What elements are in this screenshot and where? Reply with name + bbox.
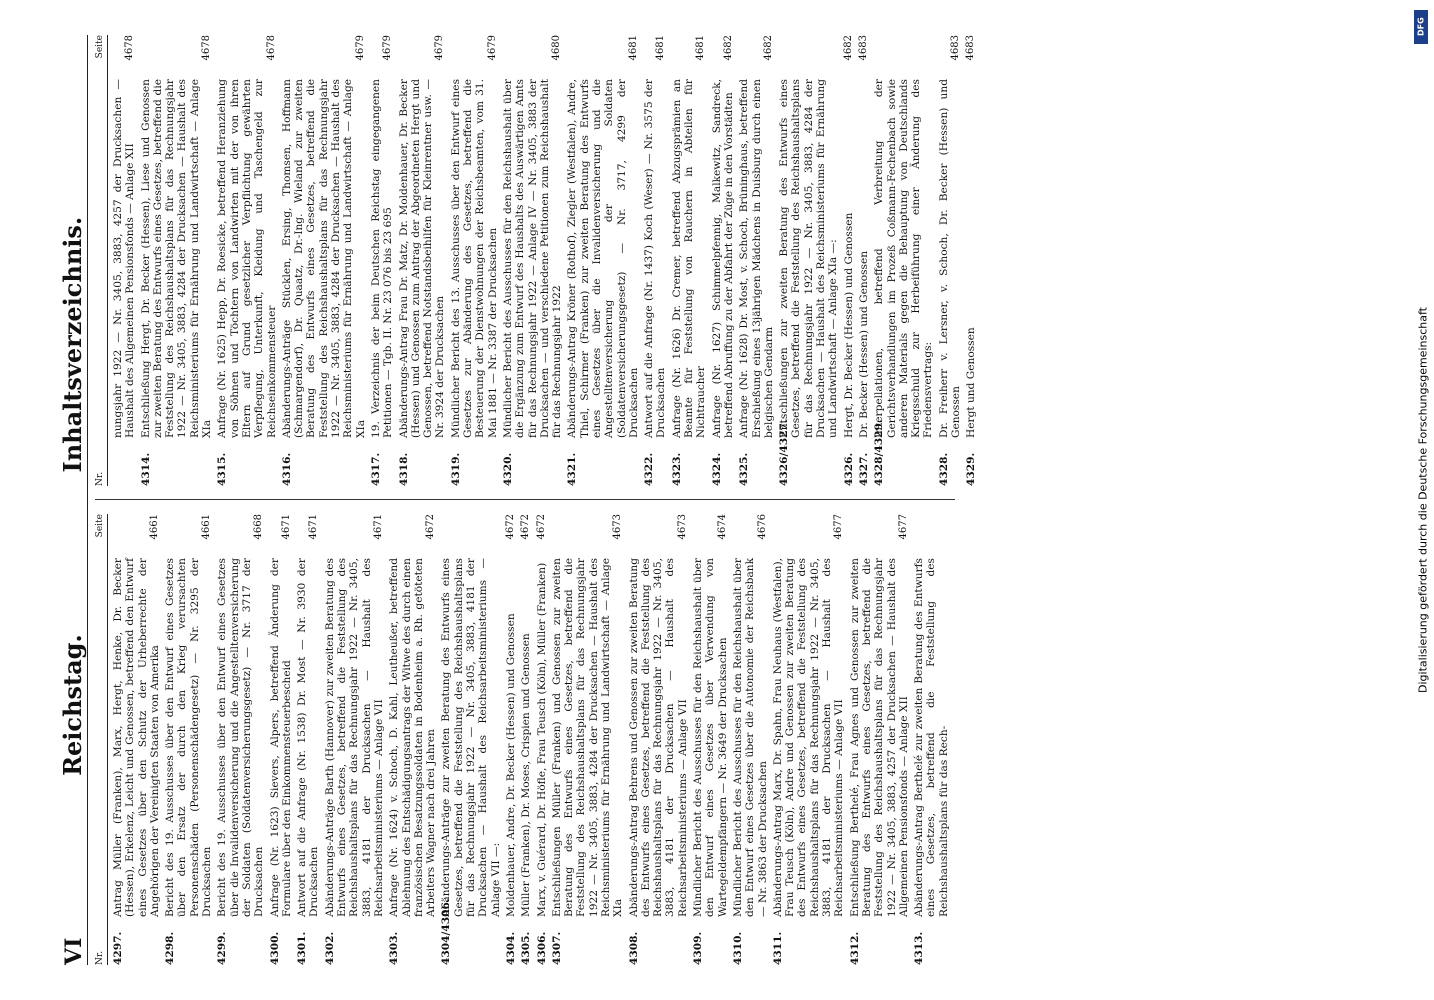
entry-page: 4683 [965, 35, 977, 61]
entry-page: 4661 [201, 514, 213, 540]
entry-number: 4329. [965, 452, 978, 486]
entry-text: Anfrage (Nr. 1627) Schimmelpfennig, Malkewitz, Sandreck, betreffend Abruffung zu der Abfahrt der Züge in den Vorstädten [710, 79, 735, 438]
entry-page: 4671 [372, 514, 384, 540]
entry-text: Anfrage (Nr. 1626) Dr. Cremer, betreffend Abzugsprämien an Beamte für Feststellung von Rauchern in Abteilen für Nichtraucher [670, 79, 708, 438]
index-entry [843, 35, 855, 486]
index-entry [269, 514, 294, 965]
entry-number: 4323. [670, 452, 683, 486]
index-entry [164, 514, 213, 965]
entry-page: 4661 [148, 514, 160, 540]
entry-text: Abänderungs-Antrag Marx, Dr. Spahn, Frau Neuhaus (Westfalen), Frau Teusch (Köln), Andre und Genossen zur zweiten Beratung des Entwurfs eines Gesetzes, betreffend die Feststellung des Reichshaushaltsplans für das Rechnungsjahr 1922 — Nr. 3405, 3883, 4181 der Drucksachen — Haushalt des Reichsarbeitsministeriums — Anlage VII [771, 558, 846, 917]
entry-page: 4681 [627, 35, 639, 61]
right-running-title: Inhaltsverzeichnis. [58, 216, 87, 473]
entry-text: Bericht des 19. Ausschusses über den Entwurf eines Gesetzes über den Ersatz der durch den Krieg verursachten Personenschäden (Personenschädengesetz) — Nr. 3295 der Drucksachen [164, 558, 214, 917]
entry-text: Abänderungs-Anträge Barth (Hannover) zur zweiten Beratung des Entwurfs eines Gesetzes, betreffend die Feststellung des Reichshaushaltsplans für das Rechnungsjahr 1922 — Nr. 3405, 3883, 4181 der Drucksachen — Haushalt des Reichsarbeitsministeriums — Anlage VII [323, 558, 385, 917]
entry-text: Antwort auf die Anfrage (Nr. 1538) Dr. Most — Nr. 3930 der Drucksachen [296, 558, 321, 917]
index-entry [628, 514, 689, 965]
entry-number: 4318. [397, 452, 410, 486]
index-entry [216, 514, 265, 965]
entry-page: 4679 [382, 35, 394, 61]
entry-page: 4679 [486, 35, 498, 61]
entry-text: Dr. Freiherr v. Lersner, v. Schoch, Dr. Becker (Hessen) und Genossen [937, 79, 962, 438]
entry-number: 4299. [216, 931, 229, 965]
entry-page: 4678 [124, 35, 136, 61]
entry-page: 4677 [833, 514, 845, 540]
entry-text: Antwort auf die Anfrage (Nr. 1437) Koch (Weser) — Nr. 3575 der Drucksachen [643, 79, 668, 438]
entry-number: 4325. [738, 452, 751, 486]
left-running-title: Reichstag. [58, 634, 87, 776]
entry-number: 4306. [535, 931, 548, 965]
entry-text: nungsjahr 1922 — Nr. 3405, 3883, 4257 der Drucksachen — Haushalt des Allgemeinen Pensionsfonds — Anlage XII [112, 79, 137, 438]
entry-page: 4671 [280, 514, 292, 540]
entry-number: 4308. [627, 931, 640, 965]
index-entry [216, 35, 277, 486]
entry-page: 4679 [354, 35, 366, 61]
index-entry [502, 35, 563, 486]
entry-text: Entschließung Berthelé, Frau Agnes und Genossen zur zweiten Beratung des Entwurfs eines Gesetzes, betreffend die Feststellung des Reichshaushaltsplans für das Rechnungsjahr 1922 — Nr. 3405, 3883, 4257 der Drucksachen — Haushalt des Allgemeinen Pensionsfonds — Anlage XII [848, 558, 910, 917]
index-entry [772, 514, 846, 965]
entry-text: Mündlicher Bericht des Ausschusses für den Reichshaushalt über den Entwurf eines Gesetzes über die Autonomie der Reichsbank — Nr. 3863 der Drucksachen [731, 558, 769, 917]
entry-number: 4305. [520, 931, 533, 965]
entry-text: Dr. Becker (Hessen) und Genossen [857, 250, 870, 438]
entry-number: 4304/4306. [440, 898, 453, 965]
seite-heading: Seite [95, 35, 105, 59]
entry-page: 4682 [722, 35, 734, 61]
entry-number: 4312. [848, 931, 861, 965]
entry-page: 4679 [434, 35, 446, 61]
page-number: VI [61, 937, 87, 965]
entry-text: 19. Verzeichnis der beim Deutschen Reichstag eingegangenen Petitionen — Tgb. II. Nr. 23 076 bis 23 695 [369, 79, 395, 438]
index-entry [388, 514, 437, 965]
entry-number: 4321. [566, 452, 579, 486]
entry-text: Anfrage (Nr. 1628) Dr. Most, v. Schoch, Brüninghaus, betreffend Erschießung eines 13jährigen Mädchens in Duisburg durch einen belgischen Gendarm [738, 79, 775, 438]
entry-number: 4315. [216, 452, 229, 486]
index-entry [732, 514, 769, 965]
index-entry [398, 35, 447, 486]
entry-page: 4668 [253, 514, 265, 540]
index-entry [738, 35, 775, 486]
entry-number: 4304. [504, 931, 517, 965]
entry-number: 4313. [913, 931, 926, 965]
nr-heading: Nr. [95, 471, 105, 486]
entry-number: 4327. [857, 452, 870, 486]
entry-number: 4300. [268, 931, 281, 965]
index-entry [324, 514, 385, 965]
entry-page: 4671 [308, 514, 320, 540]
entry-text: Abänderungs-Antrag Kröner (Rothof), Ziegler (Westfalen), Andre, Thiel, Schirmer (Franken) zur zweiten Beratung des Entwurfs eines Gesetzes über die Invalidenversicherung und die Angestelltenversicherung der Soldaten (Soldatenversicherungsgesetz) — Nr. 3717, 4299 der Drucksachen [566, 79, 640, 438]
entry-page: 4678 [201, 35, 213, 61]
index-entry [913, 514, 950, 965]
entry-text: Antrag Müller (Franken), Marx, Hergt, Henke, Dr. Becker (Hessen), Erkelenz, Leicht und Genossen, betreffend den Entwurf eines Gesetzes über den Schutz der Urheberrechte der Angehörigen der Vereinigten Staaten von Amerika [112, 558, 161, 917]
entry-page: 4681 [695, 35, 707, 61]
entry-number: 4319. [449, 452, 462, 486]
index-entry [112, 514, 161, 965]
entry-number: 4310. [731, 931, 744, 965]
entry-text: Müller (Franken), Dr. Moses, Crispien und Genossen [520, 633, 533, 917]
entry-text: Moldenhauer, Andre, Dr. Becker (Hessen) und Genossen [504, 613, 517, 917]
entry-number: 4317. [369, 452, 382, 486]
entry-page: 4672 [504, 514, 516, 540]
entry-text: Entschließungen zur zweiten Beratung des Entwurfs eines Gesetzes, betreffend die Feststellung des Reichshaushaltsplans für das Rechnungsjahr 1922 — Nr. 3405, 3883, 4284 der Drucksachen — Haushalt des Reichsministeriums für Ernährung und Landwirtschaft — Anlage XIa —: [778, 79, 840, 438]
entry-number: 4326. [842, 452, 855, 486]
entry-text: Anfrage (Nr. 1625) Hepp, Dr. Roesicke, betreffend Heranziehung von Söhnen und Töchtern von Landwirten mit der von ihren Eltern auf Grund gesetzlicher Verpflichtung gewährten Verpflegung, Unterkunft, Kleidung und Taschengeld zur Reichseinkommensteuer [216, 79, 278, 438]
entry-page: 4673 [676, 514, 688, 540]
page-header [47, 35, 87, 965]
index-entry [551, 514, 625, 965]
entry-number: 4328/4329. [873, 419, 886, 486]
entry-text: Abänderungs-Antrag Berthelé zur zweiten Beratung des Entwurfs eines Gesetzes, betreffend die Feststellung des Reichshaushaltsplans für das Rech- [913, 558, 950, 917]
entry-number [112, 442, 137, 486]
entry-number: 4311. [771, 931, 784, 965]
index-entry [858, 35, 870, 486]
entry-text: Mündlicher Bericht des Ausschusses für den Reichshaushalt über die Ergänzung zum Entwurf des Haushalts des Auswärtigen Amts für das Rechnungsjahr 1922 — Anlage IV — Nr. 3405, 3883 der Drucksachen — und verschiedene Petitionen zum Reichshaushalt für das Rechnungsjahr 1922 [501, 79, 564, 438]
index-entry [296, 514, 321, 965]
entry-text: Mündlicher Bericht des Ausschusses für den Reichshaushalt über den Entwurf eines Gesetzes über Verwendung von Wartegeldempfängern — Nr. 3649 der Drucksachen [692, 558, 729, 917]
entry-page: 4672 [535, 514, 547, 540]
index-entry [536, 514, 548, 965]
entry-number: 4297. [112, 931, 124, 965]
entry-page: 4682 [842, 35, 854, 61]
entry-number: 4303. [388, 931, 401, 965]
entry-number: 4328. [937, 452, 950, 486]
entry-text: Hergt und Genossen [965, 327, 978, 438]
entry-number: 4316. [280, 452, 293, 486]
entry-number: 4322. [643, 452, 656, 486]
index-entry [440, 514, 501, 965]
index-entry [566, 35, 640, 486]
entry-page: 4682 [762, 35, 774, 61]
entry-number: 4307. [550, 931, 563, 965]
entry-text: Abänderungs-Anträge zur zweiten Beratung des Entwurfs eines Gesetzes, betreffend die Feststellung des Reichshaushaltsplans für das Rechnungsjahr 1922 — Nr. 3405, 3883, 4181 der Drucksachen — Haushalt des Reichsarbeitsministeriums — Anlage VII —: [440, 558, 502, 917]
header-rule [87, 35, 88, 965]
entry-number: 4326/4327. [778, 419, 791, 486]
column-head [95, 35, 108, 486]
index-entry [281, 35, 367, 486]
index-entry [965, 35, 977, 486]
digitization-sidebar [1412, 0, 1434, 1000]
entry-page: 4680 [551, 35, 563, 61]
entry-page: 4677 [897, 514, 909, 540]
entry-text: Marx, v. Guérard, Dr. Höfle, Frau Teusch (Köln), Müller (Franken) [535, 562, 548, 917]
entry-page: 4672 [425, 514, 437, 540]
seite-heading: Seite [95, 514, 105, 538]
entry-number: 4320. [501, 452, 514, 486]
index-entry [520, 514, 532, 965]
nr-heading: Nr. [95, 950, 105, 965]
entry-text: Entschließungen Müller (Franken) und Genossen zur zweiten Beratung des Entwurfs eines Gesetzes, betreffend die Feststellung des Reichshaushaltsplans für das Rechnungsjahr 1922 — Nr. 3405, 3883, 4284 der Drucksachen — Haushalt des Reichsministeriums für Ernährung und Landwirtschaft — Anlage XIa [550, 558, 625, 917]
entry-number: 4301. [296, 931, 309, 965]
index-entry [873, 35, 934, 486]
entry-page: 4676 [756, 514, 768, 540]
entry-page: 4681 [655, 35, 667, 61]
index-entry [671, 35, 708, 486]
index-entry [849, 514, 910, 965]
rotated-page [47, 35, 1387, 965]
index-columns [95, 35, 978, 965]
index-entry [450, 35, 499, 486]
index-entry [711, 35, 736, 486]
digitization-credit: Digitalisierung gefördert durch die Deutsche Forschungsgemeinschaft [1416, 307, 1430, 693]
index-entry [643, 35, 668, 486]
entry-text: Hergt, Dr. Becker (Hessen) und Genossen [842, 212, 855, 438]
entry-text: Interpellationen, betreffend Verbreitung der Gerichtsverhandlungen im Prozeß Coßmann-Fechenbach sowie anderen Materials gegen die Behauptung von Deutschlands Kriegsschuld zur Herbeiführung einer Änderung des Friedensvertrags: [873, 79, 935, 438]
entry-text: Abänderungs-Antrag Behrens und Genossen zur zweiten Beratung des Entwurfs eines Gesetzes, betreffend die Feststellung des Reichshaushaltsplans für das Rechnungsjahr 1922 — Nr. 3405, 3883, 4181 der Drucksachen — Haushalt des Reichsarbeitsministeriums — Anlage VII [627, 558, 689, 917]
dfg-logo: DFG [1414, 10, 1428, 44]
column-head [95, 514, 108, 965]
index-entry [112, 35, 137, 486]
entry-page: 4678 [265, 35, 277, 61]
entry-number: 4302. [323, 931, 336, 965]
index-entry [370, 35, 395, 486]
right-column [95, 35, 978, 486]
entry-number: 4324. [710, 452, 723, 486]
entry-text: Mündlicher Bericht des 13. Ausschusses über den Entwurf eines Gesetzes zur Abänderung des Gesetzes, betreffend die Besteuerung der Dienstwohnungen der Reichsbeamten, vom 31. Mai 1881 — Nr. 3387 der Drucksachen [449, 79, 499, 438]
index-entry [938, 35, 963, 486]
index-entry [778, 35, 839, 486]
entry-number: 4298. [164, 931, 177, 965]
index-entry [140, 35, 214, 486]
entry-page: 4683 [950, 35, 961, 61]
entry-text: Anfrage (Nr. 1623) Sievers, Alpers, betreffend Änderung der Formulare über den Einkommensteuerbescheid [268, 558, 293, 917]
index-entry [692, 514, 729, 965]
entry-page: 4683 [857, 35, 869, 61]
index-entry [505, 514, 517, 965]
entry-number: 4309. [692, 931, 705, 965]
entry-page: 4672 [520, 514, 532, 540]
entry-page: 4673 [612, 514, 624, 540]
entry-number: 4314. [139, 452, 152, 486]
entry-page: 4674 [716, 514, 728, 540]
entry-text: Bericht des 19. Ausschusses über den Entwurf eines Gesetzes über die Invalidenversicherung und die Angestelltenversicherung der Soldaten (Soldatenversicherungsgesetz) — Nr. 3717 der Drucksachen [216, 558, 266, 917]
entry-text: Abänderungs-Anträge Stücklen, Ersing, Thomsen, Hoffmann (Schmargendorf), Dr. Quaatz, Dr.-Ing. Wieland zur zweiten Beratung des Entwurfs eines Gesetzes, betreffend die Feststellung des Reichshaushaltsplans für das Rechnungsjahr 1922 — Nr. 3405, 3883, 4284 der Drucksachen — Haushalt des Reichsministeriums für Ernährung und Landwirtschaft — Anlage XIa [280, 79, 367, 438]
left-column [95, 514, 955, 965]
entry-text: Entschließung Hergt, Dr. Becker (Hessen), Liese und Genossen zur zweiten Beratung des Entwurfs eines Gesetzes, betreffend die Feststellung des Reichshaushaltsplans für das Rechnungsjahr 1922 — Nr. 3405, 3883, 4284 der Drucksachen — Haushalt des Reichsministeriums für Ernährung und Landwirtschaft — Anlage XIa [139, 79, 214, 438]
entry-text: Abänderungs-Antrag Frau Dr. Matz, Dr. Moldenhauer, Dr. Becker (Hessen) und Genossen zum Antrag der Abgeordneten Hergt und Genossen, betreffend Notstandsbeihilfen für Kleinrentner usw. — Nr. 3924 der Drucksachen [397, 79, 447, 438]
entry-text: Anfrage (Nr. 1624) v. Schoch, D. Kahl, Leutheußer, betreffend Ablehnung des Entschädigungsantrags der Witwe des durch einen französischen Besatzungssoldaten in Bodenheim a. Rh. getöteten Arbeiters Wagner nach drei Jahren [388, 558, 438, 917]
